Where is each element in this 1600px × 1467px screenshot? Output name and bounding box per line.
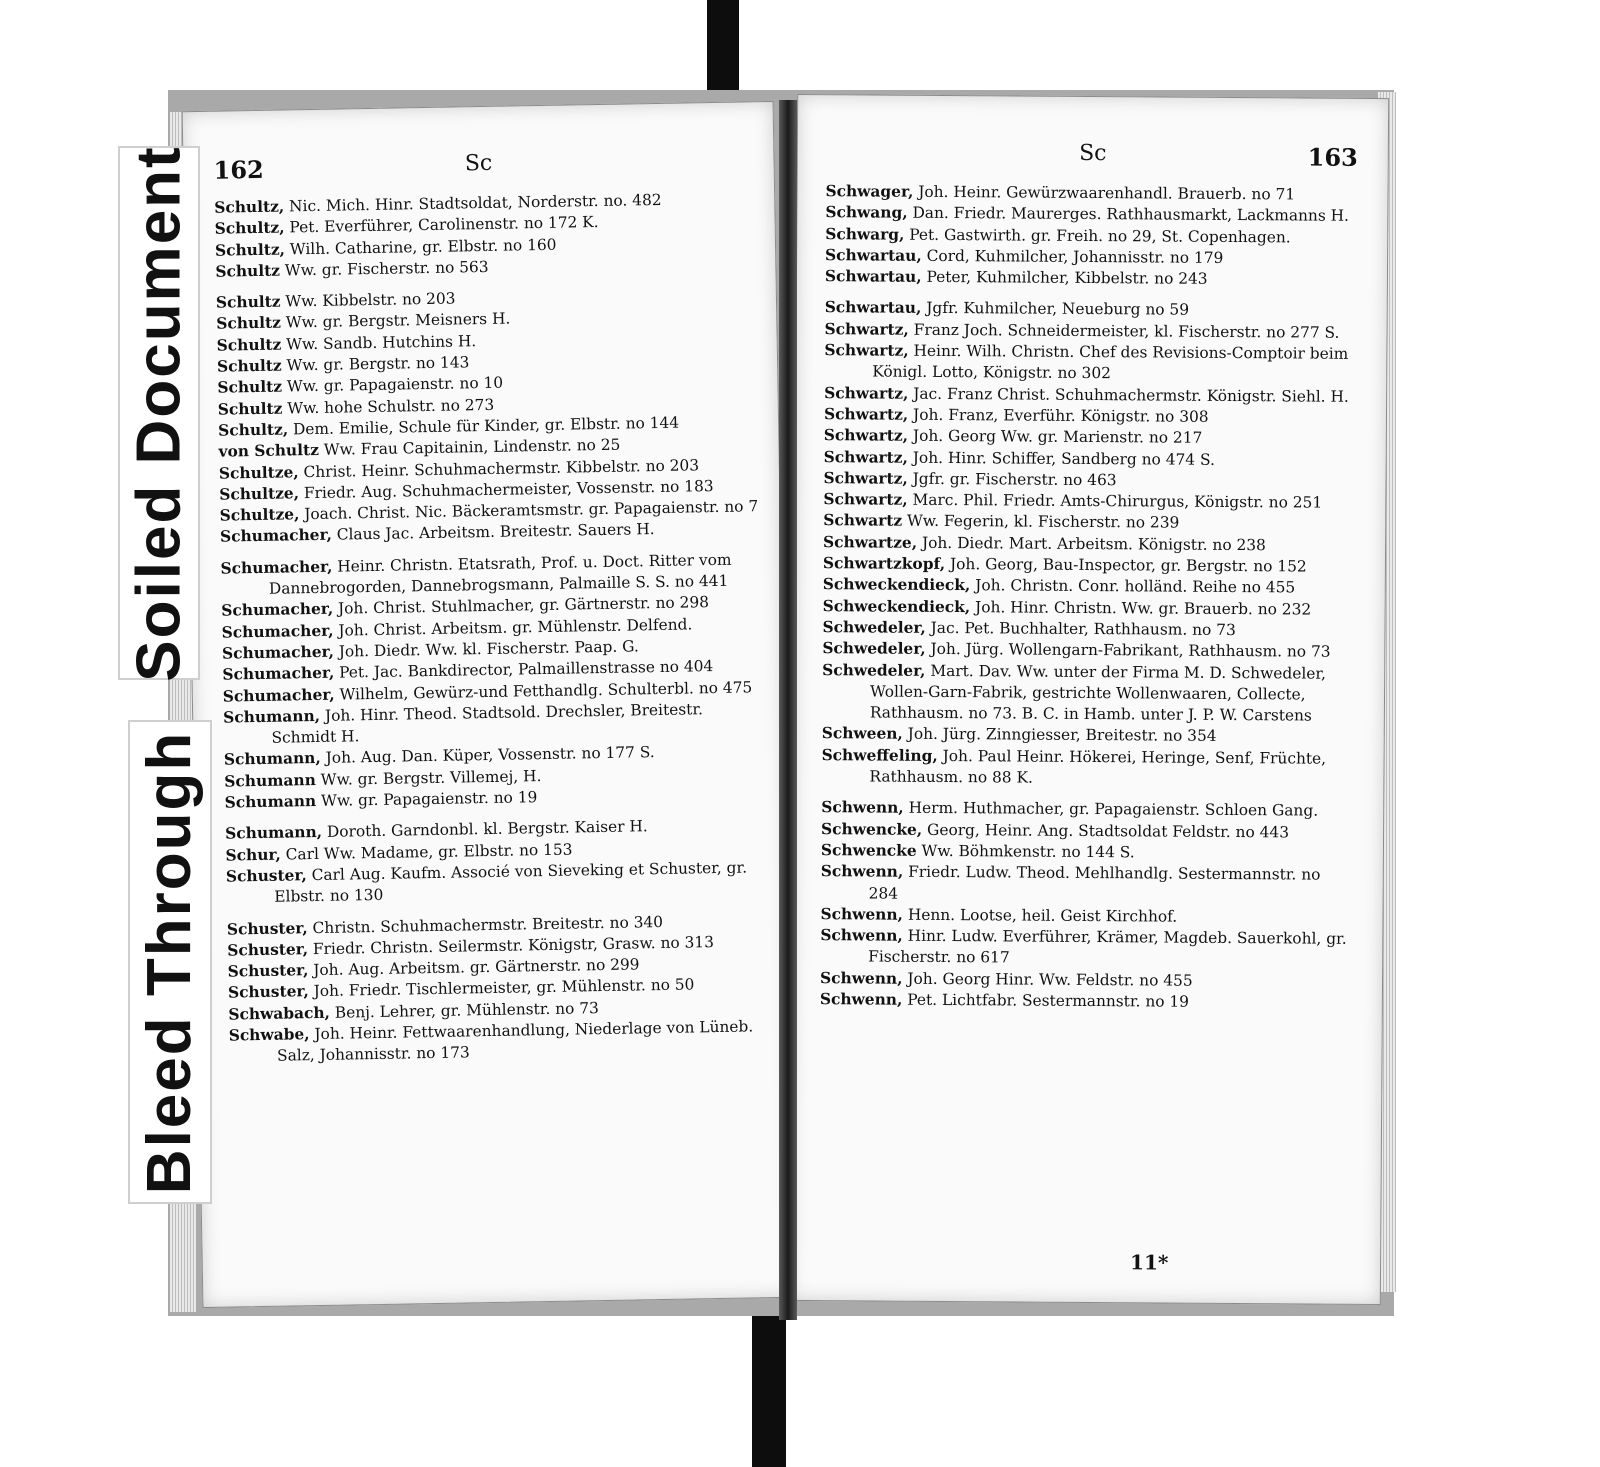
right-page [789, 94, 1389, 1305]
entry-surname: von Schultz [218, 441, 320, 461]
entry-details: Joh. Aug. Arbeitsm. gr. Gärtnerstr. no 299 [308, 955, 640, 980]
directory-entry [825, 266, 1357, 291]
label-bleed-through-text: Bleed Through [135, 730, 205, 1194]
entry-surname: Schumacher, [221, 600, 334, 620]
entry-surname: Schwabe, [228, 1025, 310, 1045]
entry-surname: Schumann, [223, 749, 321, 770]
entry-details: Ww. Frau Capitainin, Lindenstr. no 25 [318, 435, 621, 460]
entry-surname: Schultz, [214, 197, 285, 217]
entry-surname: Schwartz, [824, 319, 909, 339]
entry-surname: Schur, [225, 845, 281, 865]
entry-details: Joh. Christn. Conr. holländ. Reihe no 455 [970, 576, 1296, 597]
entry-surname: Schwenn, [820, 904, 904, 924]
entry-surname: Schultz, [214, 218, 285, 238]
entry-details: Joh. Diedr. Ww. kl. Fischerstr. Paap. G. [333, 637, 639, 661]
entry-details: Dem. Emilie, Schule für Kinder, gr. Elbstr. no 144 [287, 413, 680, 439]
entry-surname: Schumacher, [222, 685, 335, 706]
entry-details: Pet. Everführer, Carolinenstr. no 172 K. [284, 213, 599, 237]
entry-surname: Schumacher, [220, 557, 333, 578]
entry-surname: Schwenn, [819, 990, 903, 1009]
entry-surname: Schultz [216, 356, 282, 376]
entry-details: Christ. Heinr. Schuhmachermstr. Kibbelstr. no 203 [298, 455, 700, 481]
entry-surname: Schultz [217, 399, 283, 419]
entry-details: Ww. gr. Bergstr. Villemej, H. [315, 766, 542, 789]
left-page-number: 162 [213, 154, 264, 185]
entry-surname: Schumann [224, 792, 317, 812]
entry-details: Wilh. Catharine, gr. Elbstr. no 160 [284, 235, 557, 259]
entry-details: Joh. Christ. Arbeitsm. gr. Mühlenstr. Delfend. [333, 615, 693, 640]
entry-details: Joh. Heinr. Fettwaarenhandlung, Niederlage von Lüneb. Salz, Johannisstr. no 173 [276, 1017, 754, 1066]
directory-entry [821, 745, 1353, 791]
entry-details: Ww. Sandb. Hutchins H. [281, 331, 477, 354]
entry-surname: Schultz, [218, 420, 289, 440]
entry-details: Ww. Kibbelstr. no 203 [280, 289, 456, 311]
entry-details: Christn. Schuhmachermstr. Breitestr. no 340 [307, 912, 664, 937]
entry-surname: Schweckendieck, [822, 575, 971, 595]
entry-details: Cord, Kuhmilcher, Johannisstr. no 179 [921, 246, 1224, 267]
entry-details: Ww. gr. Bergstr. no 143 [281, 353, 470, 375]
entry-surname: Schultz [216, 335, 282, 355]
entry-surname: Schwartzkopf, [822, 554, 946, 574]
entry-surname: Schwartz, [823, 405, 909, 424]
entry-surname: Schuster, [227, 939, 309, 960]
entry-surname: Schwedeler, [822, 618, 926, 637]
entry-surname: Schumacher, [219, 526, 333, 547]
entry-details: Friedr. Christn. Seilermstr. Königstr, Grasw. no 313 [307, 932, 715, 958]
entry-details: Mart. Dav. Ww. unter der Firma M. D. Schwedeler, Wollen-Garn-Fabrik, gestrichte Wollenwaaren, Collecte, Rathhausm. no 73. B. C. in Hamb. unter J. P. W. Carstens [869, 661, 1327, 725]
entry-details: Joh. Diedr. Mart. Arbeitsm. Königstr. no 238 [917, 533, 1266, 554]
entry-details: Joh. Jürg. Zinngiesser, Breitestr. no 354 [902, 725, 1217, 746]
entry-surname: Schumann [224, 770, 316, 791]
entry-surname: Schwedeler, [822, 639, 926, 659]
directory-entry [822, 638, 1354, 663]
entry-details: Ww. Fegerin, kl. Fischerstr. no 239 [902, 512, 1180, 533]
right-running-head: Sc [1079, 140, 1107, 167]
entry-surname: Schuster, [227, 982, 309, 1002]
entry-surname: Schumann, [223, 706, 321, 727]
entry-details: Henn. Lootse, heil. Geist Kirchhof. [902, 905, 1178, 926]
entry-details: Joh. Heinr. Gewürzwaarenhandl. Brauerb. no 71 [913, 182, 1296, 204]
entry-details: Claus Jac. Arbeitsm. Breitestr. Sauers H. [331, 520, 655, 545]
right-directory-entries [820, 181, 1358, 1014]
entry-surname: Schwartz [823, 511, 903, 531]
entry-details: Joh. Hinr. Theod. Stadtsold. Drechsler, Breitestr. Schmidt H. [271, 700, 704, 747]
entry-details: Joh. Jürg. Wollengarn-Fabrikant, Rathhausm. no 73 [925, 640, 1331, 661]
directory-entry [822, 660, 1354, 728]
entry-details: Herm. Huthmacher, gr. Papagaienstr. Schloen Gang. [903, 799, 1319, 820]
entry-surname: Schuster, [226, 918, 308, 939]
entry-details: Jac. Pet. Buchhalter, Rathhausm. no 73 [925, 618, 1236, 639]
entry-surname: Schween, [821, 724, 903, 744]
entry-details: Joh. Georg Ww. gr. Marienstr. no 217 [907, 426, 1203, 448]
right-page-header [828, 139, 1358, 183]
entry-details: Benj. Lehrer, gr. Mühlenstr. no 73 [329, 998, 599, 1022]
entry-details: Joh. Aug. Dan. Küper, Vossenstr. no 177 S. [320, 743, 655, 768]
entry-details: Wilhelm, Gewürz-und Fetthandlg. Schulterbl. no 475 [334, 677, 753, 704]
label-soiled-document [118, 146, 200, 680]
label-soiled-document-text: Soiled Document [124, 144, 194, 682]
entry-details: Ww. hohe Schulstr. no 273 [282, 395, 495, 418]
entry-details: Heinr. Wilh. Christn. Chef des Revisions-Comptoir beim Königl. Lotto, Königstr. no 302 [872, 341, 1349, 383]
right-page-number: 163 [1307, 142, 1358, 172]
directory-entry [820, 925, 1352, 971]
entry-surname: Schultz [215, 292, 281, 312]
entry-surname: Schultze, [219, 505, 300, 525]
entry-details: Ww. gr. Papagaienstr. no 10 [281, 374, 504, 396]
directory-entry [229, 1016, 772, 1068]
entry-surname: Schwenn, [821, 798, 904, 818]
signature-mark: 11* [1129, 1250, 1169, 1275]
left-page-header [213, 146, 744, 195]
book-gutter [779, 100, 797, 1320]
directory-entry [821, 861, 1353, 907]
entry-details: Joh. Paul Heinr. Hökerei, Heringe, Senf, Früchte, Rathhausm. no 88 K. [869, 746, 1327, 787]
entry-surname: Schwartau, [825, 246, 922, 265]
entry-details: Hinr. Ludw. Everführer, Krämer, Magdeb. Sauerkohl, gr. Fischerstr. no 617 [868, 926, 1347, 967]
entry-surname: Schwartz, [823, 447, 908, 467]
entry-surname: Schwenn, [820, 926, 903, 945]
entry-surname: Schwedeler, [822, 660, 926, 680]
entry-surname: Schwenn, [819, 968, 903, 988]
entry-surname: Schwencke, [821, 819, 923, 839]
entry-details: Heinr. Christn. Etatsrath, Prof. u. Doct. Ritter vom Dannebrogorden, Dannebrogsmann, Palmaille S. S. no 441 [268, 550, 732, 598]
entry-details: Joh. Friedr. Tischlermeister, gr. Mühlenstr. no 50 [308, 975, 695, 1001]
entry-details: Pet. Gastwirth. gr. Freih. no 29, St. Copenhagen. [904, 225, 1291, 246]
entry-details: Jac. Franz Christ. Schuhmachermstr. Königstr. Siehl. H. [908, 384, 1349, 406]
entry-details: Joh. Georg Hinr. Ww. Feldstr. no 455 [902, 969, 1193, 990]
entry-surname: Schumacher, [221, 621, 334, 642]
entry-surname: Schweckendieck, [822, 596, 971, 616]
entry-details: Joach. Christ. Nic. Bäckeramtsmstr. gr. Papagaienstr. no 7 [299, 497, 759, 524]
entry-surname: Schwartau, [824, 298, 922, 318]
label-bleed-through [128, 720, 212, 1204]
entry-details: Jgfr. Kuhmilcher, Neueburg no 59 [921, 299, 1190, 320]
entry-surname: Schwartz, [823, 469, 908, 488]
entry-surname: Schwabach, [228, 1003, 331, 1024]
entry-details: Peter, Kuhmilcher, Kibbelstr. no 243 [921, 268, 1208, 289]
entry-surname: Schultz, [214, 240, 286, 260]
entry-surname: Schwartz, [823, 490, 908, 509]
entry-surname: Schwager, [825, 182, 914, 201]
entry-details: Dan. Friedr. Maurerges. Rathhausmarkt, Lackmanns H. [907, 204, 1350, 226]
entry-surname: Schuster, [227, 961, 309, 981]
entry-details: Ww. Böhmkenstr. no 144 S. [916, 841, 1135, 862]
entry-surname: Schwartze, [823, 532, 918, 552]
entry-surname: Schuster, [225, 866, 307, 886]
entry-details: Ww. gr. Fischerstr. no 563 [279, 257, 489, 280]
entry-surname: Schwencke [820, 841, 917, 860]
entry-surname: Schwartau, [824, 267, 922, 287]
entry-details: Carl Aug. Kaufm. Associé von Sieveking et Schuster, gr. Elbstr. no 130 [274, 858, 748, 906]
entry-details: Nic. Mich. Hinr. Stadtsoldat, Norderstr. no. 482 [284, 190, 662, 216]
entry-details: Carl Ww. Madame, gr. Elbstr. no 153 [280, 840, 573, 864]
entry-surname: Schultz [216, 314, 282, 334]
entry-details: Ww. gr. Bergstr. Meisners H. [280, 310, 511, 333]
entry-surname: Schweffeling, [821, 745, 938, 765]
entry-surname: Schultz [217, 377, 283, 398]
entry-surname: Schwarg, [825, 224, 905, 244]
left-running-head: Sc [464, 150, 493, 177]
entry-surname: Schultze, [218, 462, 299, 483]
entry-surname: Schultz [215, 261, 281, 281]
entry-surname: Schumann, [225, 823, 323, 843]
entry-surname: Schwang, [825, 203, 908, 223]
directory-entry [824, 425, 1356, 450]
entry-details: Joh. Christ. Stuhlmacher, gr. Gärtnerstr. no 298 [332, 593, 710, 619]
directory-entry [820, 989, 1352, 1014]
entry-surname: Schumacher, [221, 642, 335, 663]
entry-details: Friedr. Ludw. Theod. Mehlhandlg. Sestermannstr. no 284 [868, 862, 1321, 903]
entry-details: Friedr. Aug. Schuhmachermeister, Vossenstr. no 183 [298, 476, 714, 503]
entry-surname: Schumacher, [222, 663, 335, 684]
entry-details: Pet. Jac. Bankdirector, Palmaillenstrasse no 404 [334, 657, 714, 682]
entry-surname: Schultze, [219, 484, 300, 504]
binding-strap-bottom [752, 1296, 786, 1467]
directory-entry [824, 340, 1356, 386]
left-directory-entries [214, 188, 771, 1068]
entry-details: Joh. Georg, Bau-Inspector, gr. Bergstr. no 152 [945, 555, 1307, 576]
entry-details: Joh. Hinr. Christn. Ww. gr. Brauerb. no 232 [970, 597, 1312, 619]
entry-surname: Schwartz, [823, 426, 909, 445]
entry-surname: Schwartz, [824, 341, 909, 360]
entry-details: Ww. gr. Papagaienstr. no 19 [316, 788, 538, 811]
entry-details: Marc. Phil. Friedr. Amts-Chirurgus, Königstr. no 251 [907, 490, 1323, 512]
entry-details: Joh. Hinr. Schiffer, Sandberg no 474 S. [907, 448, 1215, 469]
entry-surname: Schwartz, [824, 383, 909, 403]
entry-details: Doroth. Garndonbl. kl. Bergstr. Kaiser H. [321, 817, 648, 842]
entry-details: Pet. Lichtfabr. Sestermannstr. no 19 [902, 990, 1190, 1011]
entry-details: Franz Joch. Schneidermeister, kl. Fischerstr. no 277 S. [908, 320, 1340, 342]
entry-details: Georg, Heinr. Ang. Stadtsoldat Feldstr. no 443 [922, 820, 1290, 842]
directory-entry [226, 857, 769, 909]
left-page [182, 101, 795, 1308]
entry-surname: Schwenn, [820, 862, 904, 881]
entry-details: Jgfr. gr. Fischerstr. no 463 [907, 469, 1117, 490]
entry-details: Joh. Franz, Everführ. Königstr. no 308 [908, 405, 1209, 426]
